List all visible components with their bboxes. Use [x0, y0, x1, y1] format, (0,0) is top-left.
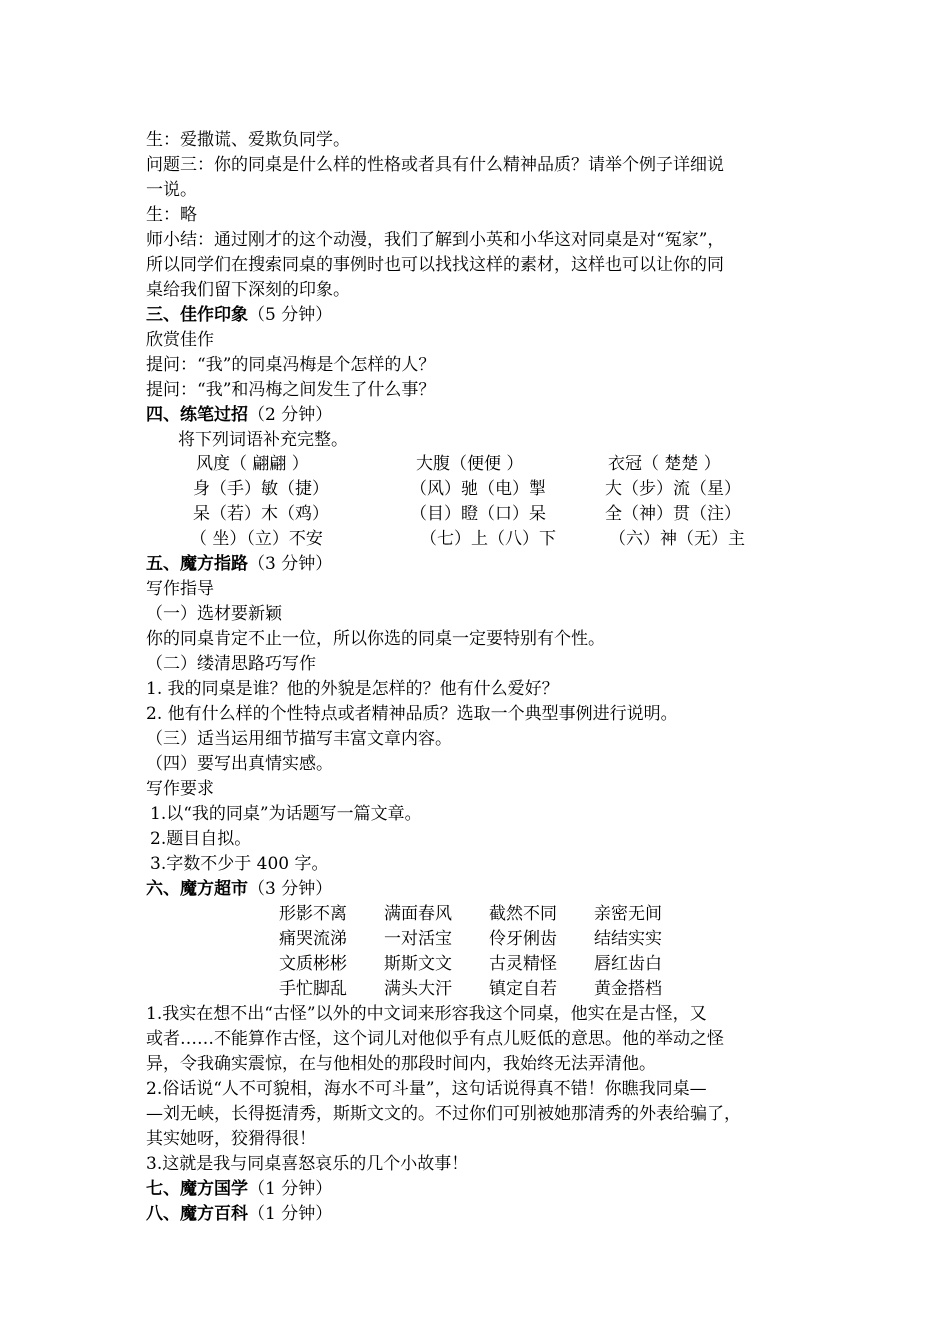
text-line: 一说。 [146, 180, 197, 200]
word-item: 黄金搭档 [594, 979, 662, 999]
fill-row [146, 527, 826, 551]
text-line: 写作指导 [146, 579, 214, 599]
fill-item: （风）驰（电）掣 [410, 479, 546, 499]
text-line: 或者……不能算作古怪，这个词儿对他似乎有点儿贬低的意思。他的举动之怪 [146, 1029, 724, 1049]
word-item: 截然不同 [489, 904, 557, 924]
section-heading-3 [146, 303, 332, 327]
text-line: —刘无峡，长得挺清秀，斯斯文文的。不过你们可别被她那清秀的外表给骗了， [146, 1104, 741, 1124]
section-title: 五、魔方指路 [146, 554, 248, 574]
fill-row [146, 477, 826, 501]
fill-item: 全（神）贯（注） [605, 504, 741, 524]
fill-item: 大腹（便便 ） [416, 454, 524, 474]
word-row [146, 952, 826, 976]
section-heading-6 [146, 877, 332, 901]
word-item: 手忙脚乱 [279, 979, 347, 999]
text-line: 生：爱撒谎、爱欺负同学。 [146, 130, 350, 150]
text-line: 所以同学们在搜索同桌的事例时也可以找找这样的素材，这样也可以让你的同 [146, 255, 724, 275]
text-line: 3.字数不少于 400 字。 [150, 854, 329, 874]
section-time: （1 分钟） [248, 1204, 333, 1224]
fill-row [146, 502, 826, 526]
fill-item: 衣冠（ 楚楚 ） [608, 454, 721, 474]
fill-item: 风度（ 翩翩 ） [196, 454, 309, 474]
word-row [146, 927, 826, 951]
text-line: 2.俗话说“人不可貌相，海水不可斗量”，这句话说得真不错！你瞧我同桌— [146, 1079, 707, 1099]
section-time: （3 分钟） [248, 554, 333, 574]
text-line: 生：略 [146, 205, 197, 225]
fill-item: 大（步）流（星） [605, 479, 741, 499]
section-time: （3 分钟） [248, 879, 333, 899]
text-line: （三）适当运用细节描写丰富文章内容。 [146, 729, 452, 749]
section-heading-5 [146, 552, 332, 576]
section-title: 六、魔方超市 [146, 879, 248, 899]
word-item: 满面春风 [384, 904, 452, 924]
text-line: （二）缕清思路巧写作 [146, 654, 316, 674]
text-line: （一）选材要新颖 [146, 604, 282, 624]
word-item: 一对活宝 [384, 929, 452, 949]
word-item: 镇定自若 [489, 979, 557, 999]
section-title: 三、佳作印象 [146, 305, 248, 325]
section-heading-7 [146, 1177, 332, 1201]
word-item: 形影不离 [279, 904, 347, 924]
text-line: 2. 他有什么样的个性特点或者精神品质？选取一个典型事例进行说明。 [146, 704, 678, 724]
text-line: 2.题目自拟。 [150, 829, 252, 849]
section-title: 七、魔方国学 [146, 1179, 248, 1199]
text-line: 问题三：你的同桌是什么样的性格或者具有什么精神品质？请举个例子详细说 [146, 155, 724, 175]
section-time: （1 分钟） [248, 1179, 333, 1199]
word-item: 唇红齿白 [594, 954, 662, 974]
word-item: 结结实实 [594, 929, 662, 949]
fill-item: （六）神（无）主 [609, 529, 745, 549]
text-line: 1.我实在想不出“古怪”以外的中文词来形容我这个同桌，他实在是古怪，又 [146, 1004, 707, 1024]
word-item: 古灵精怪 [489, 954, 557, 974]
text-line: 你的同桌肯定不止一位，所以你选的同桌一定要特别有个性。 [146, 629, 605, 649]
text-line: 提问：“我”的同桌冯梅是个怎样的人？ [146, 355, 436, 375]
text-line: 欣赏佳作 [146, 330, 214, 350]
text-line: 异，令我确实震惊，在与他相处的那段时间内，我始终无法弄清他。 [146, 1054, 656, 1074]
fill-item: （七）上（八）下 [420, 529, 556, 549]
text-line: 1.以“我的同桌”为话题写一篇文章。 [150, 804, 422, 824]
fill-item: 身（手）敏（捷） [193, 479, 329, 499]
text-line: 其实她呀，狡猾得很！ [146, 1129, 316, 1149]
section-heading-8 [146, 1202, 332, 1226]
section-title: 四、练笔过招 [146, 405, 248, 425]
fill-item: （目）瞪（口）呆 [410, 504, 546, 524]
section-heading-4 [146, 403, 332, 427]
text-line: 写作要求 [146, 779, 214, 799]
word-item: 伶牙俐齿 [489, 929, 557, 949]
text-line: 1. 我的同桌是谁？他的外貌是怎样的？他有什么爱好？ [146, 679, 559, 699]
text-line: 师小结：通过刚才的这个动漫，我们了解到小英和小华这对同桌是对“冤家”， [146, 230, 725, 250]
text-line: 提问：“我”和冯梅之间发生了什么事？ [146, 380, 436, 400]
text-line: 桌给我们留下深刻的印象。 [146, 280, 350, 300]
text-line: 将下列词语补充完整。 [178, 430, 348, 450]
word-item: 满头大汗 [384, 979, 452, 999]
word-item: 斯斯文文 [384, 954, 452, 974]
fill-row [146, 452, 826, 476]
section-time: （2 分钟） [248, 405, 333, 425]
fill-item: （ 坐）（立）不安 [190, 529, 323, 549]
text-line: 3.这就是我与同桌喜怒哀乐的几个小故事！ [146, 1154, 469, 1174]
text-line: （四）要写出真情实感。 [146, 754, 333, 774]
section-time: （5 分钟） [248, 305, 333, 325]
section-title: 八、魔方百科 [146, 1204, 248, 1224]
word-item: 亲密无间 [594, 904, 662, 924]
word-row [146, 902, 826, 926]
fill-item: 呆（若）木（鸡） [193, 504, 329, 524]
word-item: 痛哭流涕 [279, 929, 347, 949]
word-item: 文质彬彬 [279, 954, 347, 974]
word-row [146, 977, 826, 1001]
